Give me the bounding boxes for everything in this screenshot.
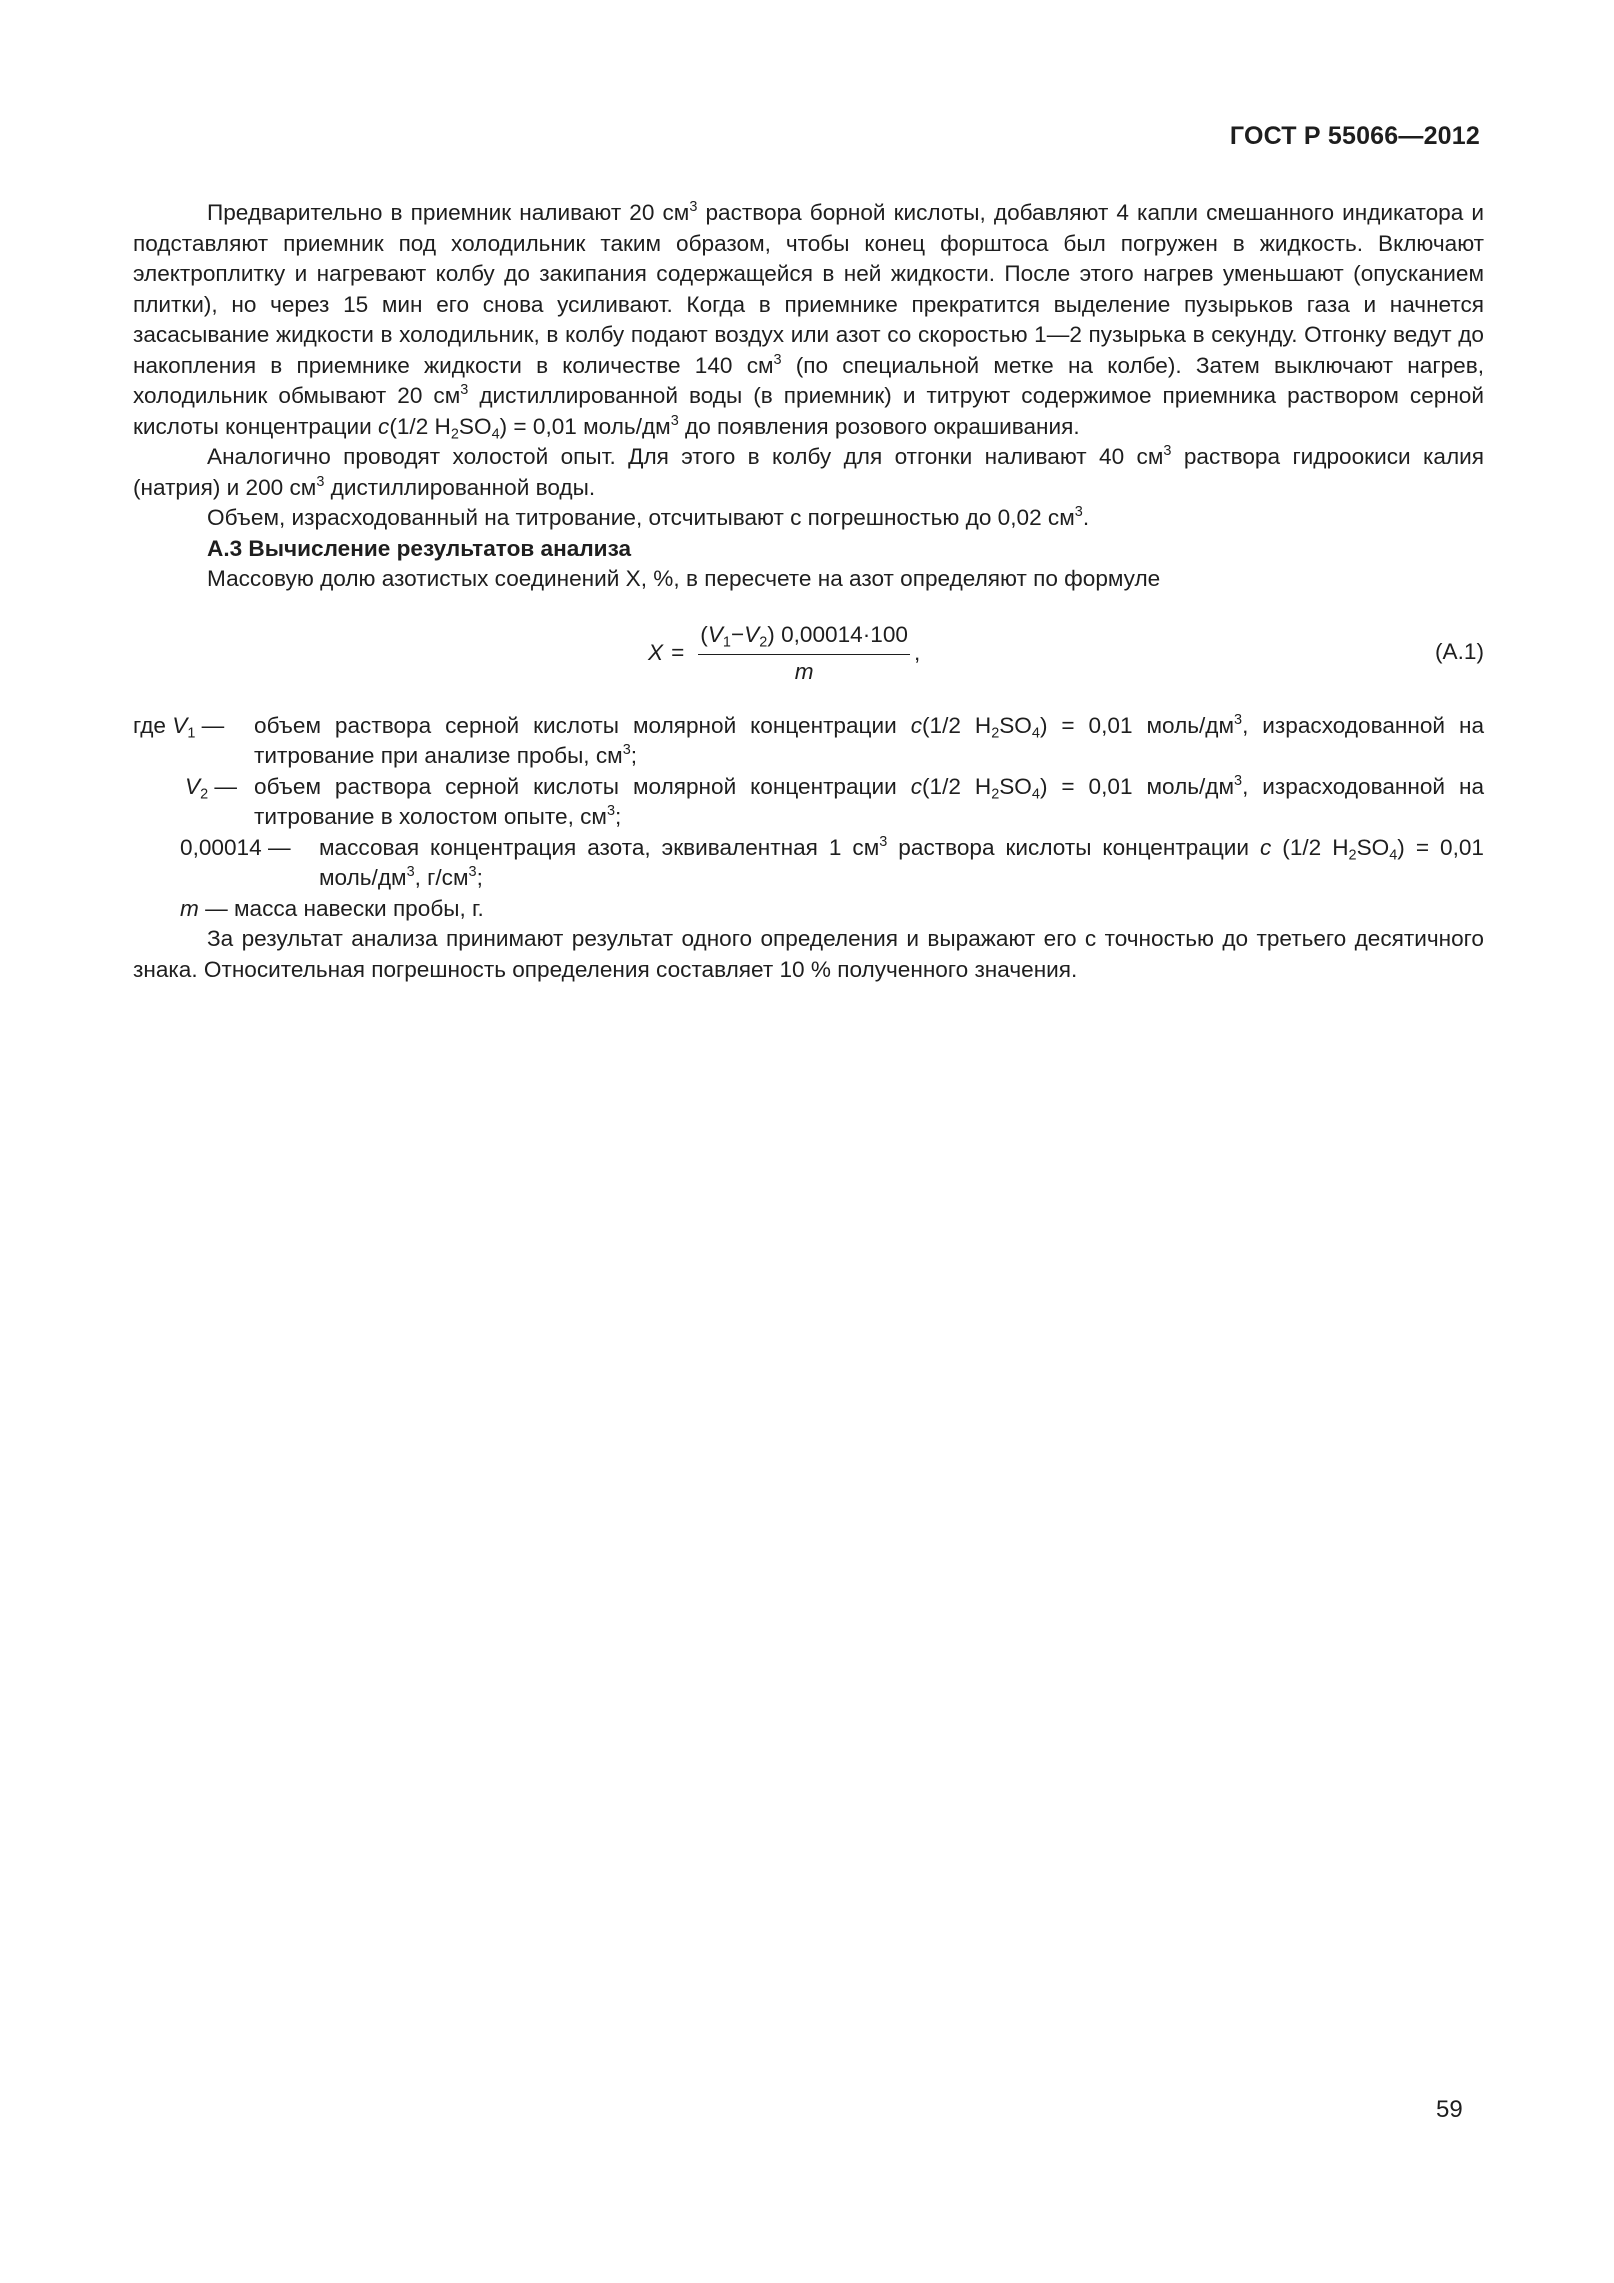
- definition-v1: где $V_1$ — объем раствора серной кислоты молярной концентрации c(1/2 $H_2SO_4) = 0,01$ моль/$дм^3$, израсходованной на титрование при анализе пробы, $см^3$;: [133, 711, 1485, 768]
- paragraph-procedure: Предварительно в приемник наливают 20 $см^3$ раствора борной кислоты, добавляют 4 капли смешанного индикатора и подставляют приемник под холодильник таким образом, чтобы конец форштоса был погружен в жидкость. Включают электроплитку и нагревают колбу до закипания содержащейся в ней жидкости. После этого нагрев уменьшают (опусканием плитки), но через 15 мин его снова усиливают. Когда в приемнике прекратится выделение пузырьков газа и начнется засасывание жидкости в холодильник, в колбу подают воздух или азот со скоростью 1—2 пузырька в секунду. Отгонку ведут до накопления в приемнике жидкости в количестве 140 $см^3$ (по специальной метке на колбе). Затем выключают нагрев, холодильник обмывают 20 $см^3$ дистиллированной воды (в приемник) и титруют содержимое приемника раствором серной кислоты концентрации c(1/2 $H_2SO_4) = 0,01$ моль/$дм^3$ до появления розового окрашивания.: [133, 199, 1484, 442]
- variable-definitions: [133, 711, 1484, 925]
- formula-denominator: m: [794, 658, 814, 684]
- page-number: 59: [1436, 2096, 1463, 2123]
- formula-fraction: [698, 620, 910, 687]
- definition-m: m — масса навески пробы, г.: [180, 895, 484, 921]
- definition-constant: 0,00014 — массовая концентрация азота, эквивалентная 1 $см^3$ раствора кислоты концентрации c (1/2 $H_2SO_4) = 0,01$ моль/$дм^3$, $г/см^3$;: [180, 833, 1484, 890]
- formula-block: [133, 615, 1484, 693]
- document-id-header: ГОСТ Р 55066—2012: [1229, 122, 1480, 150]
- formula-lhs: X: [648, 640, 664, 666]
- paragraph-result: За результат анализа принимают результат одного определения и выражают его с точностью до третьего десятичного знака. Относительная погрешность определения составляет 10 % полученного значения.: [133, 926, 1484, 982]
- paragraph-blank-test: Аналогично проводят холостой опыт. Для этого в колбу для отгонки наливают 40 $см^3$ раствора гидроокиси калия (натрия) и 200 $см^3$ дистиллированной воды.: [133, 443, 1484, 500]
- paragraph-titration-volume: Объем, израсходованный на титрование, отсчитывают с погрешностью до 0,02 $см^3$.: [207, 504, 1090, 530]
- formula-numerator: $(V_1-V_2)$ 0,00014·100: [698, 620, 910, 655]
- equation-number: (А.1): [1435, 638, 1484, 664]
- definition-v2: $V_2$ — объем раствора серной кислоты молярной концентрации c(1/2 $H_2SO_4) = 0,01$ моль/$дм^3$, израсходованной на титрование в холостом опыте, $см^3$;: [185, 772, 1485, 829]
- formula: X = $\frac{(V_1-V_2) 0,00014\cdot 100}{m}$ ,: [648, 615, 920, 693]
- section-heading: А.3 Вычисление результатов анализа: [207, 535, 632, 561]
- page-content: [133, 198, 1484, 985]
- paragraph-formula-intro: Массовую долю азотистых соединений X, %, в пересчете на азот определяют по формуле: [207, 566, 1161, 591]
